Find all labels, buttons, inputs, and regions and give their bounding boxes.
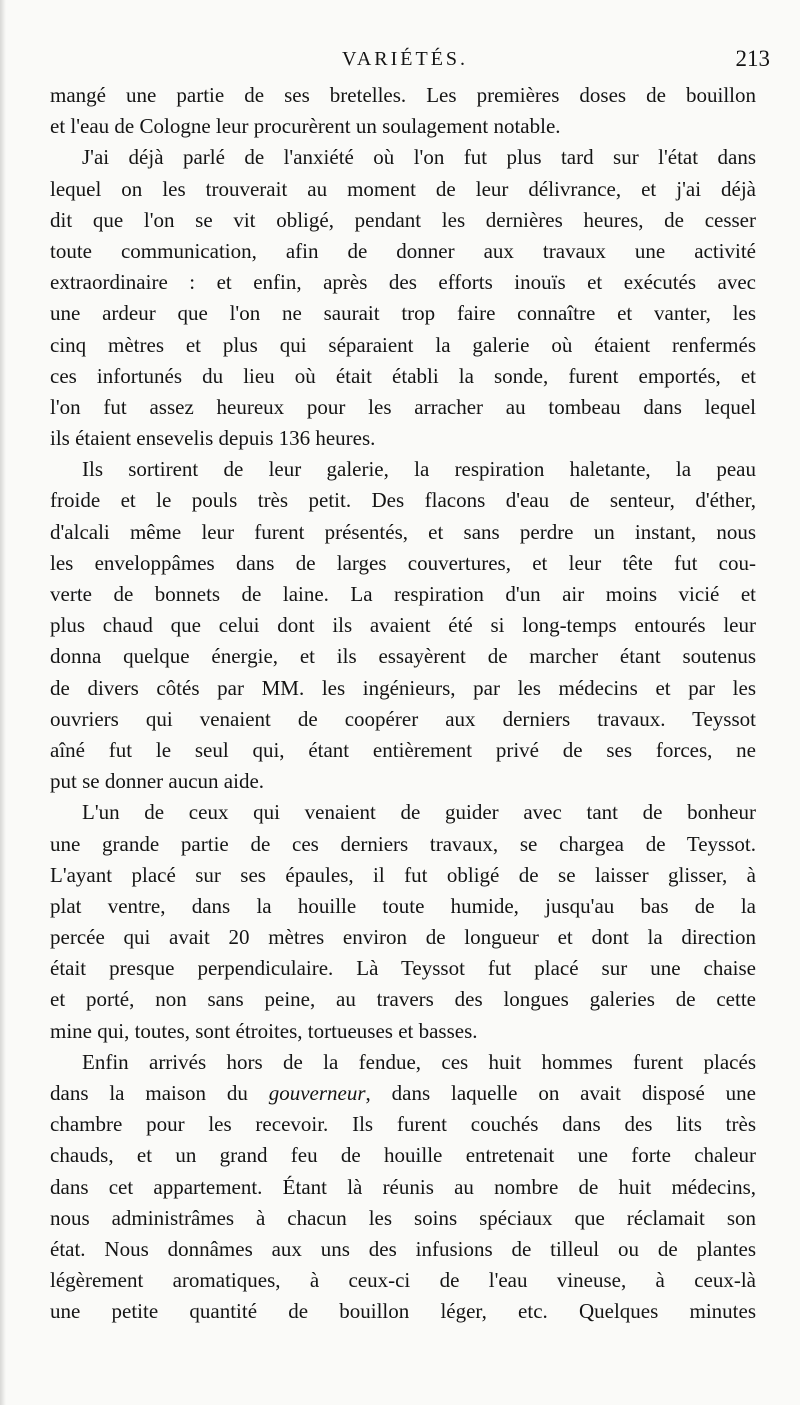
- italic-word: gouverneur: [268, 1081, 366, 1105]
- text-line: une ardeur que l'on ne saurait trop faire connaître et vanter, les: [50, 301, 756, 326]
- text-line: et porté, non sans peine, au travers des longues galeries de cette: [50, 987, 756, 1012]
- text-line: cinq mètres et plus qui séparaient la galerie où étaient renfermés: [50, 332, 756, 357]
- text-line: chambre pour les recevoir. Ils furent couchés dans des lits très: [50, 1112, 756, 1137]
- text-line: aîné fut le seul qui, étant entièrement privé de ses forces, ne: [50, 737, 756, 762]
- page-gutter-shadow: [0, 0, 6, 1405]
- text-line: donna quelque énergie, et ils essayèrent de marcher étant soutenus: [50, 644, 756, 669]
- text-line: plat ventre, dans la houille toute humide, jusqu'au bas de la: [50, 893, 756, 918]
- body-text: [50, 80, 756, 1328]
- text-line: plus chaud que celui dont ils avaient été si long-temps entourés leur: [50, 613, 756, 638]
- text-line: les enveloppâmes dans de larges couvertures, et leur tête fut cou-: [50, 550, 756, 575]
- running-head: [40, 44, 770, 78]
- text-line: froide et le pouls très petit. Des flacons d'eau de senteur, d'éther,: [50, 488, 756, 513]
- text-line: chauds, et un grand feu de houille entretenait une forte chaleur: [50, 1143, 756, 1168]
- text-line: L'ayant placé sur ses épaules, il fut obligé de se laisser glisser, à: [50, 862, 756, 887]
- text-line: J'ai déjà parlé de l'anxiété où l'on fut plus tard sur l'état dans: [82, 145, 756, 170]
- text-line: mangé une partie de ses bretelles. Les premières doses de bouillon: [50, 83, 756, 107]
- text-line: toute communication, afin de donner aux travaux une activité: [50, 238, 756, 263]
- text-line: dit que l'on se vit obligé, pendant les dernières heures, de cesser: [50, 207, 756, 232]
- text-line: l'on fut assez heureux pour les arracher au tombeau dans lequel: [50, 394, 756, 419]
- text-line: était presque perpendiculaire. Là Teyssot fut placé sur une chaise: [50, 956, 756, 981]
- text-line: put se donner aucun aide.: [50, 769, 265, 794]
- text-line: une grande partie de ces derniers travaux, se chargea de Teyssot.: [50, 831, 756, 856]
- text-line: Enfin arrivés hors de la fendue, ces huit hommes furent placés: [82, 1049, 756, 1074]
- text-line: état. Nous donnâmes aux uns des infusions de tilleul ou de plantes: [50, 1236, 756, 1261]
- text-line: et l'eau de Cologne leur procurèrent un soulagement notable.: [50, 114, 561, 139]
- text-line: nous administrâmes à chacun les soins spéciaux que réclamait son: [50, 1205, 756, 1230]
- text-line: dans la maison du gouverneur, dans laquelle on avait disposé une: [50, 1081, 756, 1105]
- page-number: 213: [735, 46, 770, 71]
- running-title: VARIÉTÉS.: [341, 48, 469, 70]
- text-line: dans cet appartement. Étant là réunis au nombre de huit médecins,: [50, 1174, 756, 1199]
- text-line: ils étaient ensevelis depuis 136 heures.: [50, 426, 376, 451]
- text-line: ouvriers qui venaient de coopérer aux derniers travaux. Teyssot: [50, 706, 756, 731]
- text-line: L'un de ceux qui venaient de guider avec tant de bonheur: [82, 800, 756, 825]
- text-line: verte de bonnets de laine. La respiration d'un air moins vicié et: [50, 582, 756, 606]
- text-line: extraordinaire : et enfin, après des efforts inouïs et exécutés avec: [50, 270, 756, 295]
- text-line: une petite quantité de bouillon léger, etc. Quelques minutes: [50, 1299, 756, 1324]
- text-line: Ils sortirent de leur galerie, la respiration haletante, la peau: [82, 457, 756, 482]
- text-line: mine qui, toutes, sont étroites, tortueuses et basses.: [50, 1018, 478, 1043]
- text-line: de divers côtés par MM. les ingénieurs, par les médecins et par les: [50, 675, 756, 700]
- text-line: lequel on les trouverait au moment de leur délivrance, et j'ai déjà: [50, 176, 756, 201]
- text-line: percée qui avait 20 mètres environ de longueur et dont la direction: [50, 925, 756, 950]
- text-line: légèrement aromatiques, à ceux-ci de l'eau vineuse, à ceux-là: [50, 1268, 756, 1293]
- text-line: ces infortunés du lieu où était établi la sonde, furent emportés, et: [50, 363, 756, 388]
- text-line: d'alcali même leur furent présentés, et sans perdre un instant, nous: [50, 519, 756, 544]
